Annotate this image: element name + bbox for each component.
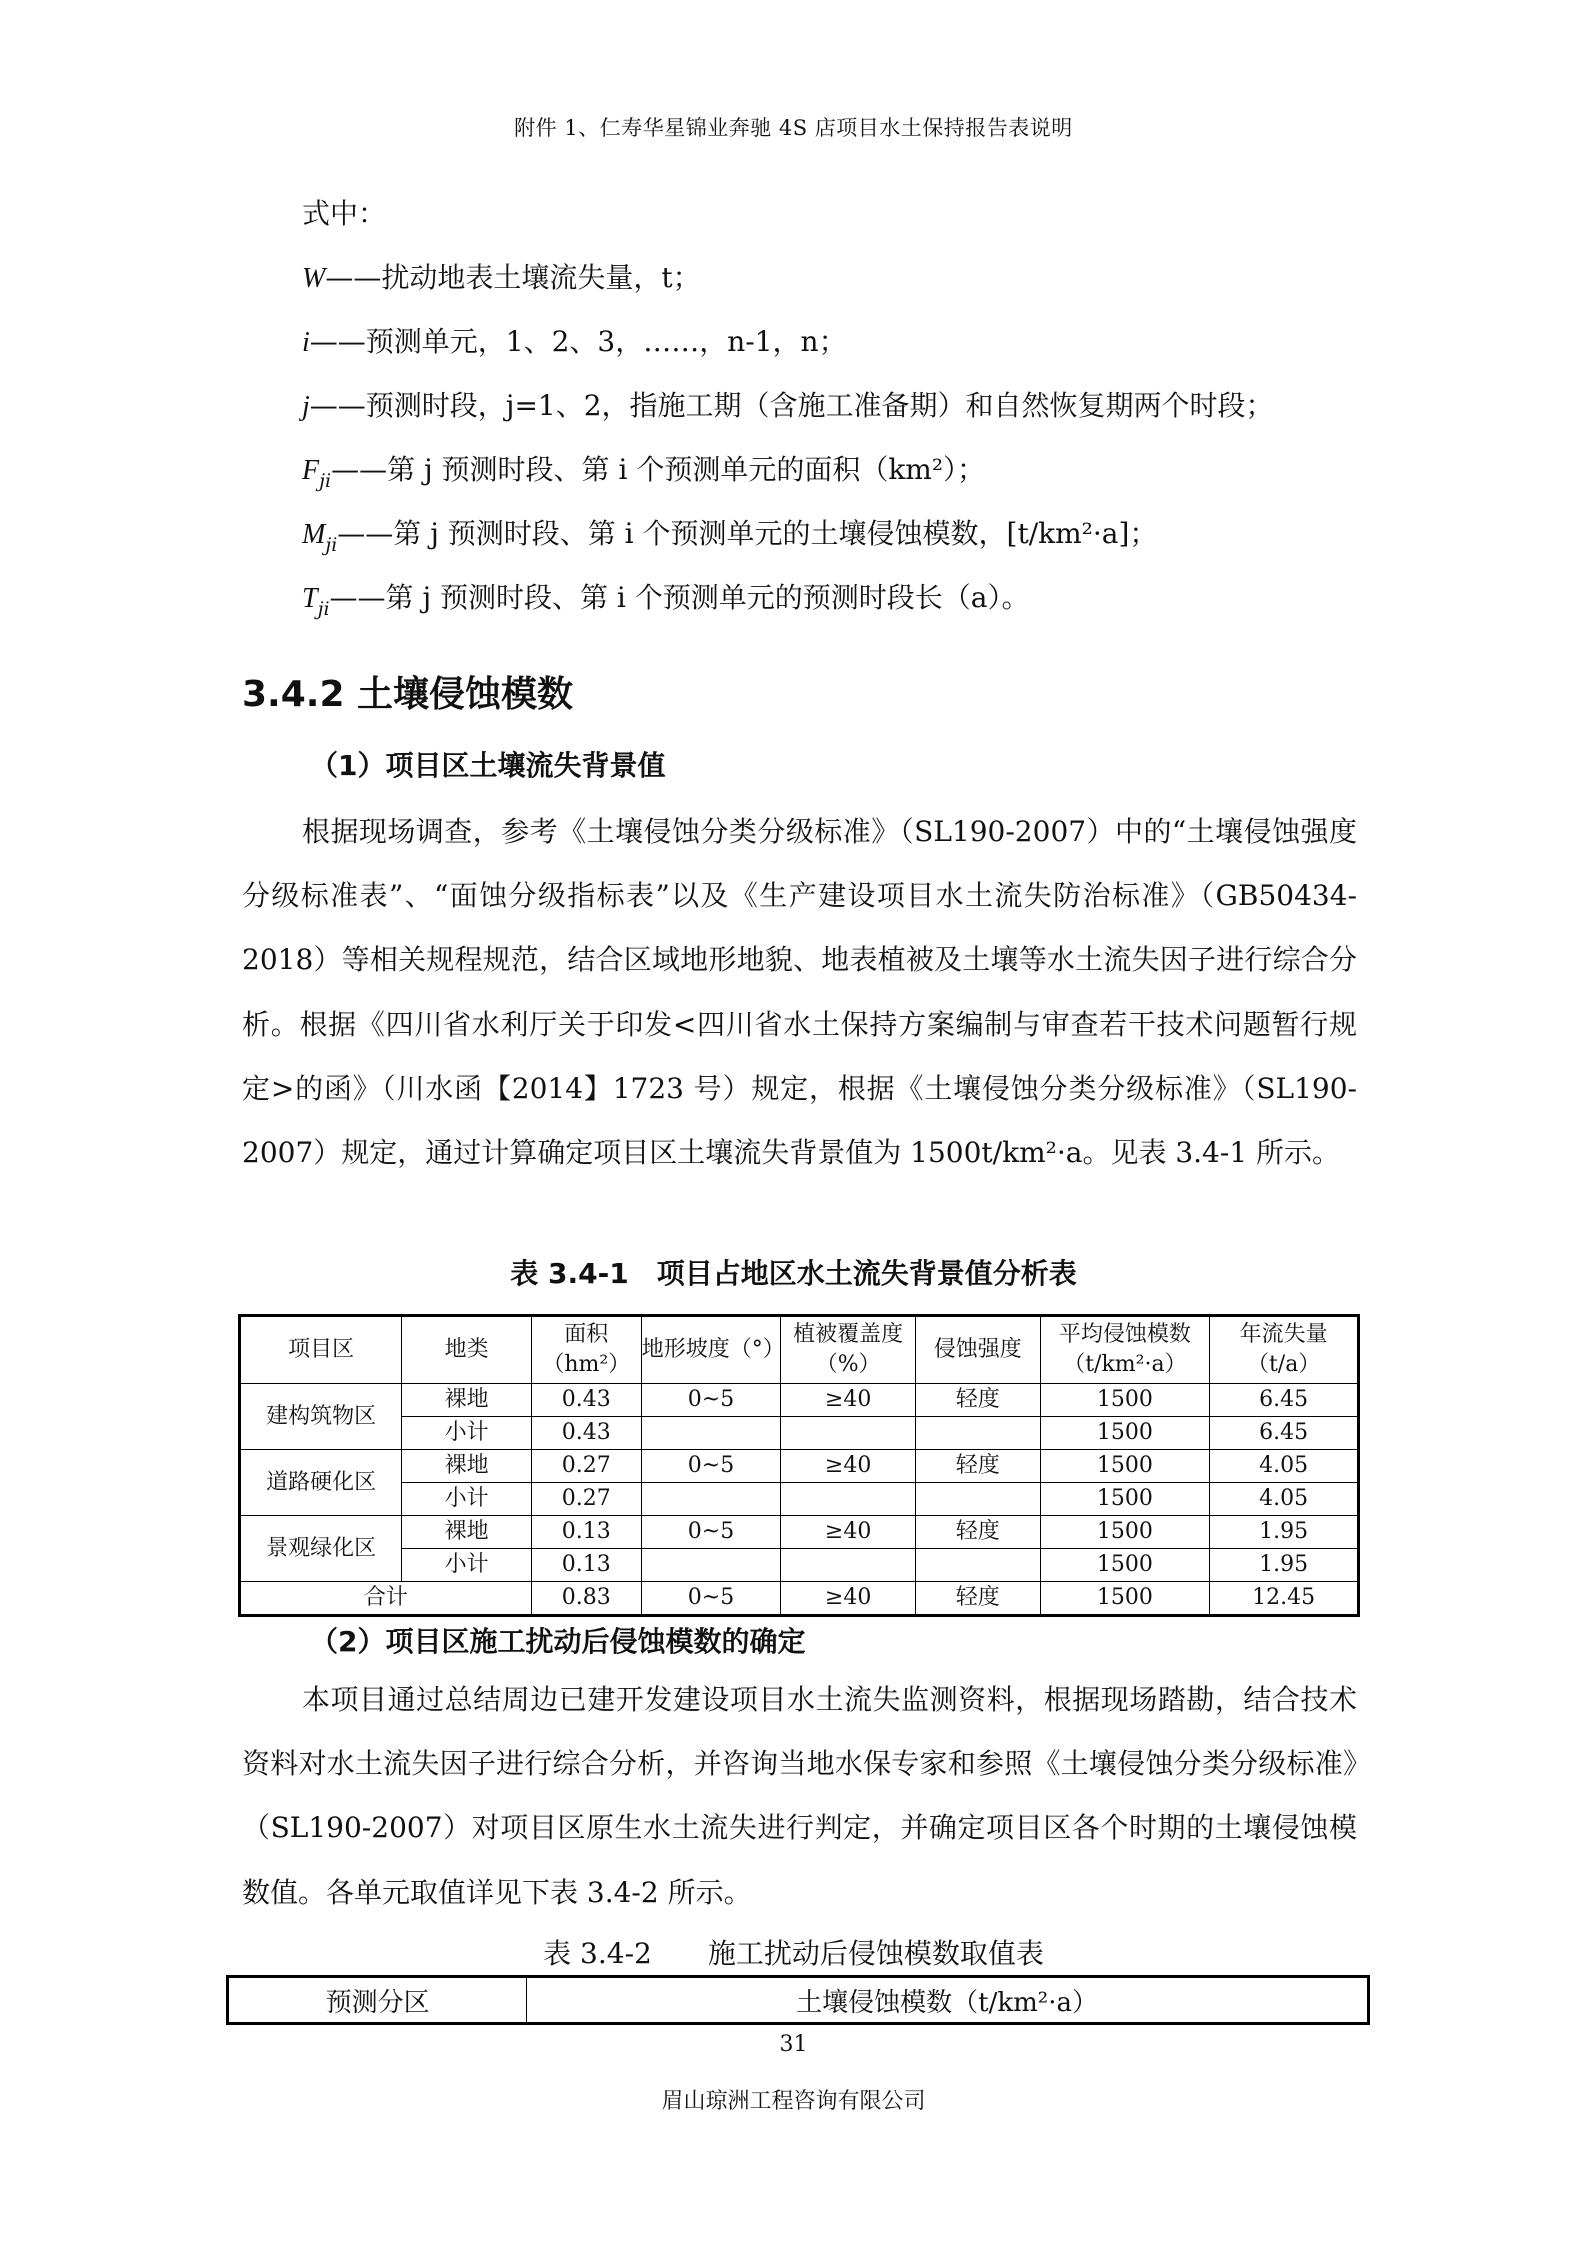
def-t-text: ——第 j 预测时段、第 i 个预测单元的预测时段长（a）。 [329,581,1030,614]
table1-caption: 表 3.4-1 项目占地区水土流失背景值分析表 [510,1257,1077,1290]
header-cell: 项目区 [240,1316,402,1384]
def-m-text: ——第 j 预测时段、第 i 个预测单元的土壤侵蚀模数，[t/km²·a]； [337,517,1158,550]
table-cell: 0~5 [641,1582,781,1616]
formula-intro: 式中： [302,197,387,230]
table-cell: 轻度 [915,1582,1040,1616]
table-cell [915,1549,1040,1582]
table-cell: 小计 [402,1549,531,1582]
table-cell: 1500 [1040,1516,1210,1549]
table-row [240,1483,1359,1516]
table-cell: ≥40 [781,1516,916,1549]
table-cell: 1500 [1040,1417,1210,1450]
table-cell: 6.45 [1210,1417,1359,1450]
table-cell [915,1483,1040,1516]
table-cell: 0.43 [531,1417,641,1450]
symbol-i: i [302,327,310,358]
table-cell: 裸地 [402,1384,531,1417]
zone-cell: 道路硬化区 [240,1450,402,1516]
background-value-table [238,1314,1360,1617]
total-label: 合计 [240,1582,532,1616]
table-cell: 0.13 [531,1516,641,1549]
table-cell [641,1549,781,1582]
table-cell: 6.45 [1210,1384,1359,1417]
symbol-j: j [302,391,310,422]
table-row [240,1516,1359,1549]
table-cell: 0.27 [531,1450,641,1483]
table-row [240,1450,1359,1483]
table-cell: ≥40 [781,1582,916,1616]
symbol-m: M [302,519,326,550]
table-total-row [240,1582,1359,1616]
subsection-title-background: （1）项目区土壤流失背景值 [310,749,666,782]
def-i [302,318,1382,382]
table-cell: 0.13 [531,1549,641,1582]
table-cell: 1.95 [1210,1516,1359,1549]
def-w [302,254,1382,318]
table-row [240,1417,1359,1450]
section-title: 3.4.2 土壤侵蚀模数 [242,674,574,715]
def-w-text: ——扰动地表土壤流失量，t； [325,261,701,294]
page-number: 31 [779,2032,808,2057]
def-m [302,510,1382,574]
def-f [302,446,1382,510]
symbol-m-sub: ji [325,534,338,556]
header-cell: 土壤侵蚀模数（t/km²·a） [527,1977,1369,2024]
header-cell: 平均侵蚀模数（t/km²·a） [1040,1316,1210,1384]
def-f-text: ——第 j 预测时段、第 i 个预测单元的面积（km²）； [331,453,986,486]
table-cell: 1500 [1040,1582,1210,1616]
header-cell: 年流失量（t/a） [1210,1316,1359,1384]
table-cell: 裸地 [402,1516,531,1549]
table-cell: 裸地 [402,1450,531,1483]
symbol-f: F [302,455,320,486]
header-cell: 面积（hm²） [531,1316,641,1384]
table-header-row [228,1977,1369,2024]
table-cell: 0~5 [641,1516,781,1549]
header-cell: 地形坡度（°） [641,1316,781,1384]
table-cell: 小计 [402,1483,531,1516]
table-cell [781,1483,916,1516]
paragraph-disturbed-modulus: 本项目通过总结周边已建开发建设项目水土流失监测资料，根据现场踏勘，结合技术资料对水土流失因子进行综合分析，并咨询当地水保专家和参照《土壤侵蚀分类分级标准》（SL190-2007）对项目区原生水土流失进行判定，并确定项目区各个时期的土壤侵蚀模数值。各单元取值详见下表 3.4-2 所示。 [242,1683,1357,1909]
symbol-w: W [302,263,326,294]
page-footer: 眉山琼洲工程咨询有限公司 [661,2089,926,2114]
def-j-text: ——预测时段，j=1、2，指施工期（含施工准备期）和自然恢复期两个时段； [309,389,1274,422]
table-row [240,1549,1359,1582]
table-cell: 1.95 [1210,1549,1359,1582]
header-cell: 地类 [402,1316,531,1384]
def-j [302,382,1382,446]
table-cell [781,1549,916,1582]
table-cell: 0~5 [641,1450,781,1483]
header-cell: 预测分区 [228,1977,527,2024]
table-cell [781,1417,916,1450]
formula-definitions [302,190,1382,638]
paragraph-background-value: 根据现场调查，参考《土壤侵蚀分类分级标准》（SL190-2007）中的“土壤侵蚀强度分级标准表”、“面蚀分级指标表”以及《生产建设项目水土流失防治标准》（GB50434-2018）等相关规程规范，结合区域地形地貌、地表植被及土壤等水土流失因子进行综合分析。根据《四川省水利厅关于印发<四川省水土保持方案编制与审查若干技术问题暂行规定>的函》（川水函【2014】1723 号）规定，根据《土壤侵蚀分类分级标准》（SL190-2007）规定，通过计算确定项目区土壤流失背景值为 1500t/km²·a。见表 3.4-1 所示。 [242,815,1357,1170]
table-cell: 0.27 [531,1483,641,1516]
table-cell: 12.45 [1210,1582,1359,1616]
table-cell: ≥40 [781,1384,916,1417]
table-cell: 1500 [1040,1450,1210,1483]
table-row [240,1384,1359,1417]
page-header: 附件 1、仁寿华星锦业奔驰 4S 店项目水土保持报告表说明 [514,116,1073,140]
table-cell: 0~5 [641,1384,781,1417]
subsection-title-disturbed: （2）项目区施工扰动后侵蚀模数的确定 [310,1625,806,1658]
table-cell: 轻度 [915,1450,1040,1483]
table-cell: 轻度 [915,1384,1040,1417]
def-t [302,574,1382,638]
header-cell: 植被覆盖度（%） [781,1316,916,1384]
table-cell: 1500 [1040,1483,1210,1516]
table-cell [641,1417,781,1450]
header-cell: 侵蚀强度 [915,1316,1040,1384]
symbol-t: T [302,583,318,614]
table-cell: 1500 [1040,1549,1210,1582]
table2-caption: 表 3.4-2 施工扰动后侵蚀模数取值表 [543,1937,1044,1970]
table-cell: 轻度 [915,1516,1040,1549]
disturbed-modulus-table [226,1975,1370,2025]
table-cell: 4.05 [1210,1483,1359,1516]
table-cell: 1500 [1040,1384,1210,1417]
table-cell: 4.05 [1210,1450,1359,1483]
table-cell [641,1483,781,1516]
zone-cell: 景观绿化区 [240,1516,402,1582]
symbol-f-sub: ji [319,470,332,492]
def-i-text: ——预测单元，1、2、3，……，n-1，n； [309,325,847,358]
symbol-t-sub: ji [317,598,330,620]
zone-cell: 建构筑物区 [240,1384,402,1450]
table-header-row [240,1316,1359,1384]
table-cell: 0.83 [531,1582,641,1616]
table-cell [915,1417,1040,1450]
table-cell: 小计 [402,1417,531,1450]
table-cell: 0.43 [531,1384,641,1417]
table-cell: ≥40 [781,1450,916,1483]
